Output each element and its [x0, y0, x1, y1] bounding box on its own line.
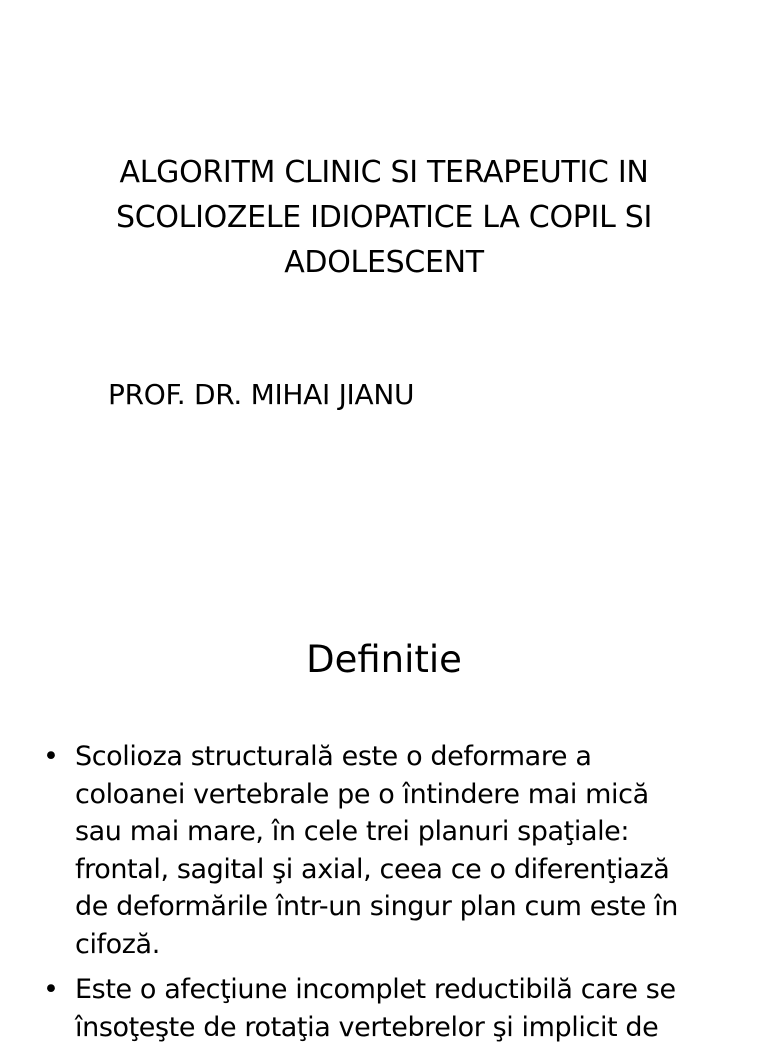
bullet-text-line: frontal, sagital şi axial, ceea ce o diferenţiază — [75, 853, 670, 885]
bullet-text-line: sau mai mare, în cele trei planuri spaţiale: — [75, 816, 630, 847]
bullet-icon: • — [43, 741, 59, 772]
title-line: ALGORITM CLINIC SI TERAPEUTIC IN — [119, 155, 649, 190]
bullet-item — [40, 971, 740, 1046]
author-name: PROF. DR. MIHAI JIANU — [108, 378, 415, 411]
bullet-text-line: coloanei vertebrale pe o întindere mai mică — [75, 778, 649, 810]
bullet-text-line: cifoză. — [75, 928, 160, 960]
bullet-list — [40, 738, 740, 1054]
slide-heading: Definitie — [306, 638, 462, 681]
bullet-text-line: Scolioza structurală este o deformare a — [75, 741, 592, 772]
bullet-text-line: de deformările într-un singur plan cum este în — [75, 891, 679, 922]
title-line: SCOLIOZELE IDIOPATICE LA COPIL SI — [115, 200, 653, 235]
bullet-icon: • — [43, 974, 59, 1005]
slide-definition — [0, 576, 768, 1043]
presentation-title — [60, 150, 708, 285]
bullet-item — [40, 738, 740, 963]
bullet-text-line: Este o afecţiune incomplet reductibilă care se — [75, 974, 676, 1005]
title-line: ADOLESCENT — [284, 245, 484, 280]
bullet-text-line: însoţeşte de rotaţia vertebrelor şi implicit de — [75, 1011, 659, 1043]
